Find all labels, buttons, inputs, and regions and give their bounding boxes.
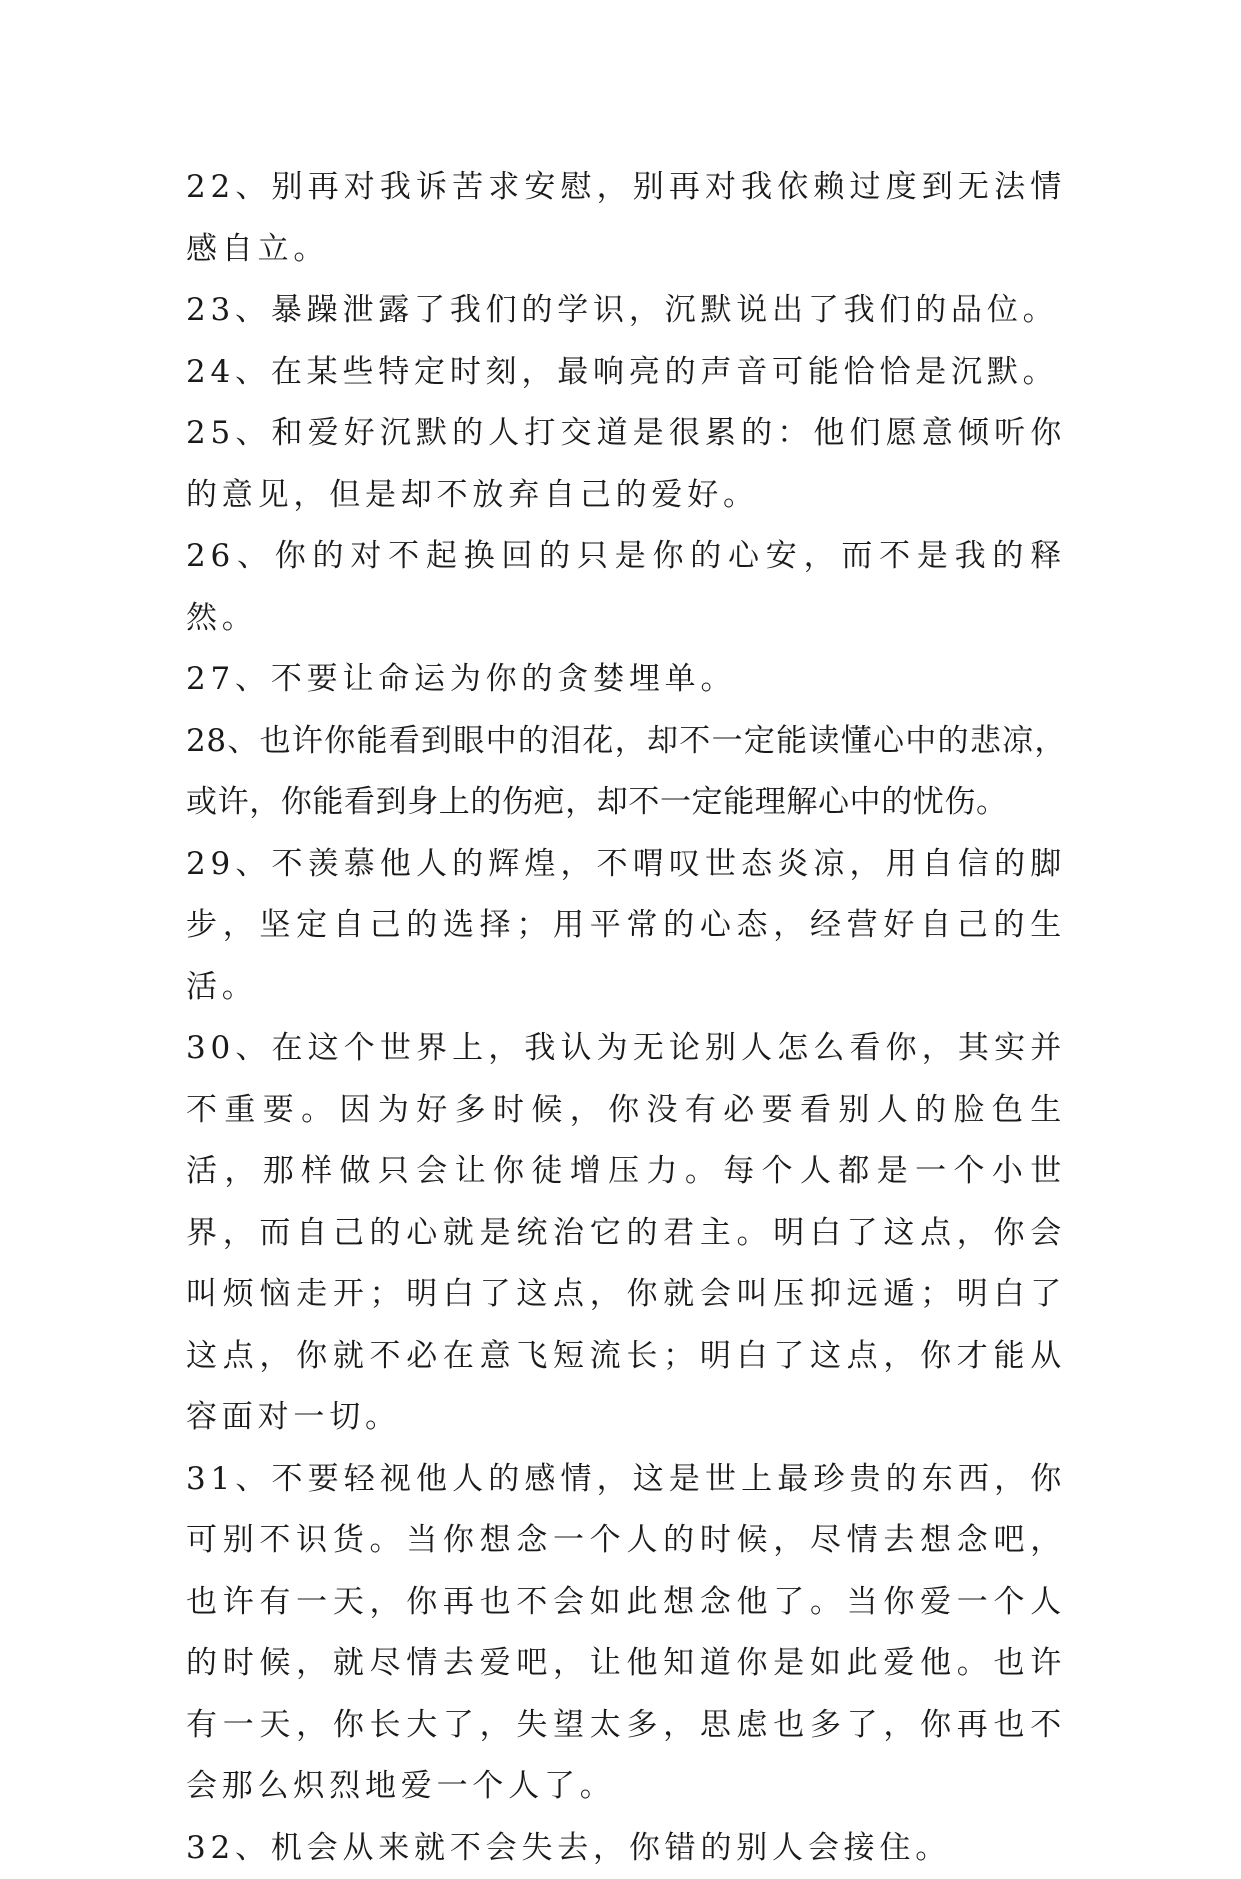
paragraph-24: 24、在某些特定时刻，最响亮的声音可能恰恰是沉默。 [186, 342, 1066, 404]
paragraph-32: 32、机会从来就不会失去，你错的别人会接住。 [186, 1818, 1066, 1879]
document-body [186, 157, 1066, 1879]
paragraph-23: 23、暴躁泄露了我们的学识，沉默说出了我们的品位。 [186, 280, 1066, 342]
paragraph-26: 26、你的对不起换回的只是你的心安，而不是我的释然。 [186, 526, 1066, 649]
paragraph-22: 22、别再对我诉苦求安慰，别再对我依赖过度到无法情感自立。 [186, 157, 1066, 280]
paragraph-28: 28、也许你能看到眼中的泪花，却不一定能读懂心中的悲凉，或许，你能看到身上的伤疤，却不一定能理解心中的忧伤。 [186, 711, 1066, 834]
paragraph-31: 31、不要轻视他人的感情，这是世上最珍贵的东西，你可别不识货。当你想念一个人的时候，尽情去想念吧，也许有一天，你再也不会如此想念他了。当你爱一个人的时候，就尽情去爱吧，让他知道你是如此爱他。也许有一天，你长大了，失望太多，思虑也多了，你再也不会那么炽烈地爱一个人了。 [186, 1449, 1066, 1818]
paragraph-29: 29、不羡慕他人的辉煌，不喟叹世态炎凉，用自信的脚步，坚定自己的选择；用平常的心态，经营好自己的生活。 [186, 834, 1066, 1019]
paragraph-30: 30、在这个世界上，我认为无论别人怎么看你，其实并不重要。因为好多时候，你没有必要看别人的脸色生活，那样做只会让你徒增压力。每个人都是一个小世界，而自己的心就是统治它的君主。明白了这点，你会叫烦恼走开；明白了这点，你就会叫压抑远遁；明白了这点，你就不必在意飞短流长；明白了这点，你才能从容面对一切。 [186, 1018, 1066, 1449]
paragraph-25: 25、和爱好沉默的人打交道是很累的：他们愿意倾听你的意见，但是却不放弃自己的爱好。 [186, 403, 1066, 526]
paragraph-27: 27、不要让命运为你的贪婪埋单。 [186, 649, 1066, 711]
